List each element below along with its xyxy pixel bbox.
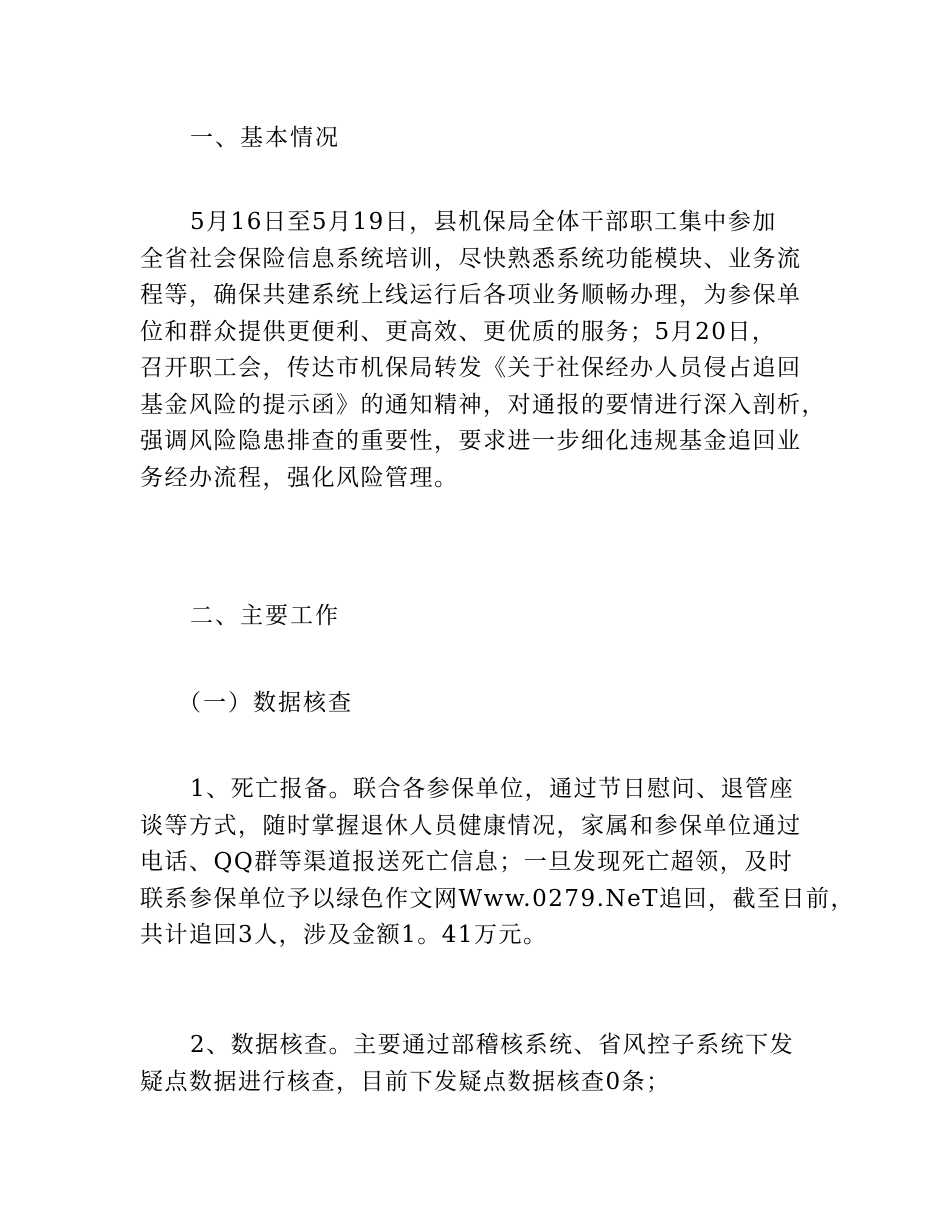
paragraph-line: 谈等方式，随时掌握退休人员健康情况，家属和参保单位通过 [140,812,802,839]
paragraph-line: 共计追回3人，涉及金额1。41万元。 [140,922,548,948]
paragraph-line: 联系参保单位予以绿色作文网Www.0279.NeT追回，截至日前， [140,885,856,912]
paragraph-line: 召开职工会，传达市机保局转发《关于社保经办人员侵占追回 [140,355,802,381]
paragraph-line: 2、数据核查。主要通过部稽核系统、省风控子系统下发 [190,1032,795,1058]
item-1-paragraph [140,771,855,954]
section-1-title: 一、基本情况 [190,125,340,151]
paragraph-line: 程等，确保共建系统上线运行后各项业务顺畅办理，为参保单 [140,282,802,308]
section-1-paragraph [140,204,826,496]
paragraph-line: 电话、QQ群等渠道报送死亡信息；一旦发现死亡超领，及时 [140,849,794,875]
paragraph-line: 务经办流程，强化风险管理。 [140,464,459,491]
paragraph-line: 1、死亡报备。联合各参保单位，通过节日慰问、退管座 [190,776,795,802]
paragraph-line: 强调风险隐患排查的重要性，要求进一步细化违规基金追回业 [140,428,802,454]
paragraph-line: 疑点数据进行核查，目前下发疑点数据核查0条； [140,1068,671,1095]
section-2-subtitle: （一）数据核查 [178,690,353,716]
section-2-title: 二、主要工作 [190,603,340,629]
paragraph-line: 位和群众提供更便利、更高效、更优质的服务；5月20日， [140,318,777,345]
paragraph-line: 基金风险的提示函》的通知精神，对通报的要情进行深入剖析， [140,391,826,418]
paragraph-line: 全省社会保险信息系统培训，尽快熟悉系统功能模块、业务流 [140,245,802,272]
item-2-paragraph [140,1027,794,1100]
paragraph-line: 5月16日至5月19日，县机保局全体干部职工集中参加 [190,209,777,235]
